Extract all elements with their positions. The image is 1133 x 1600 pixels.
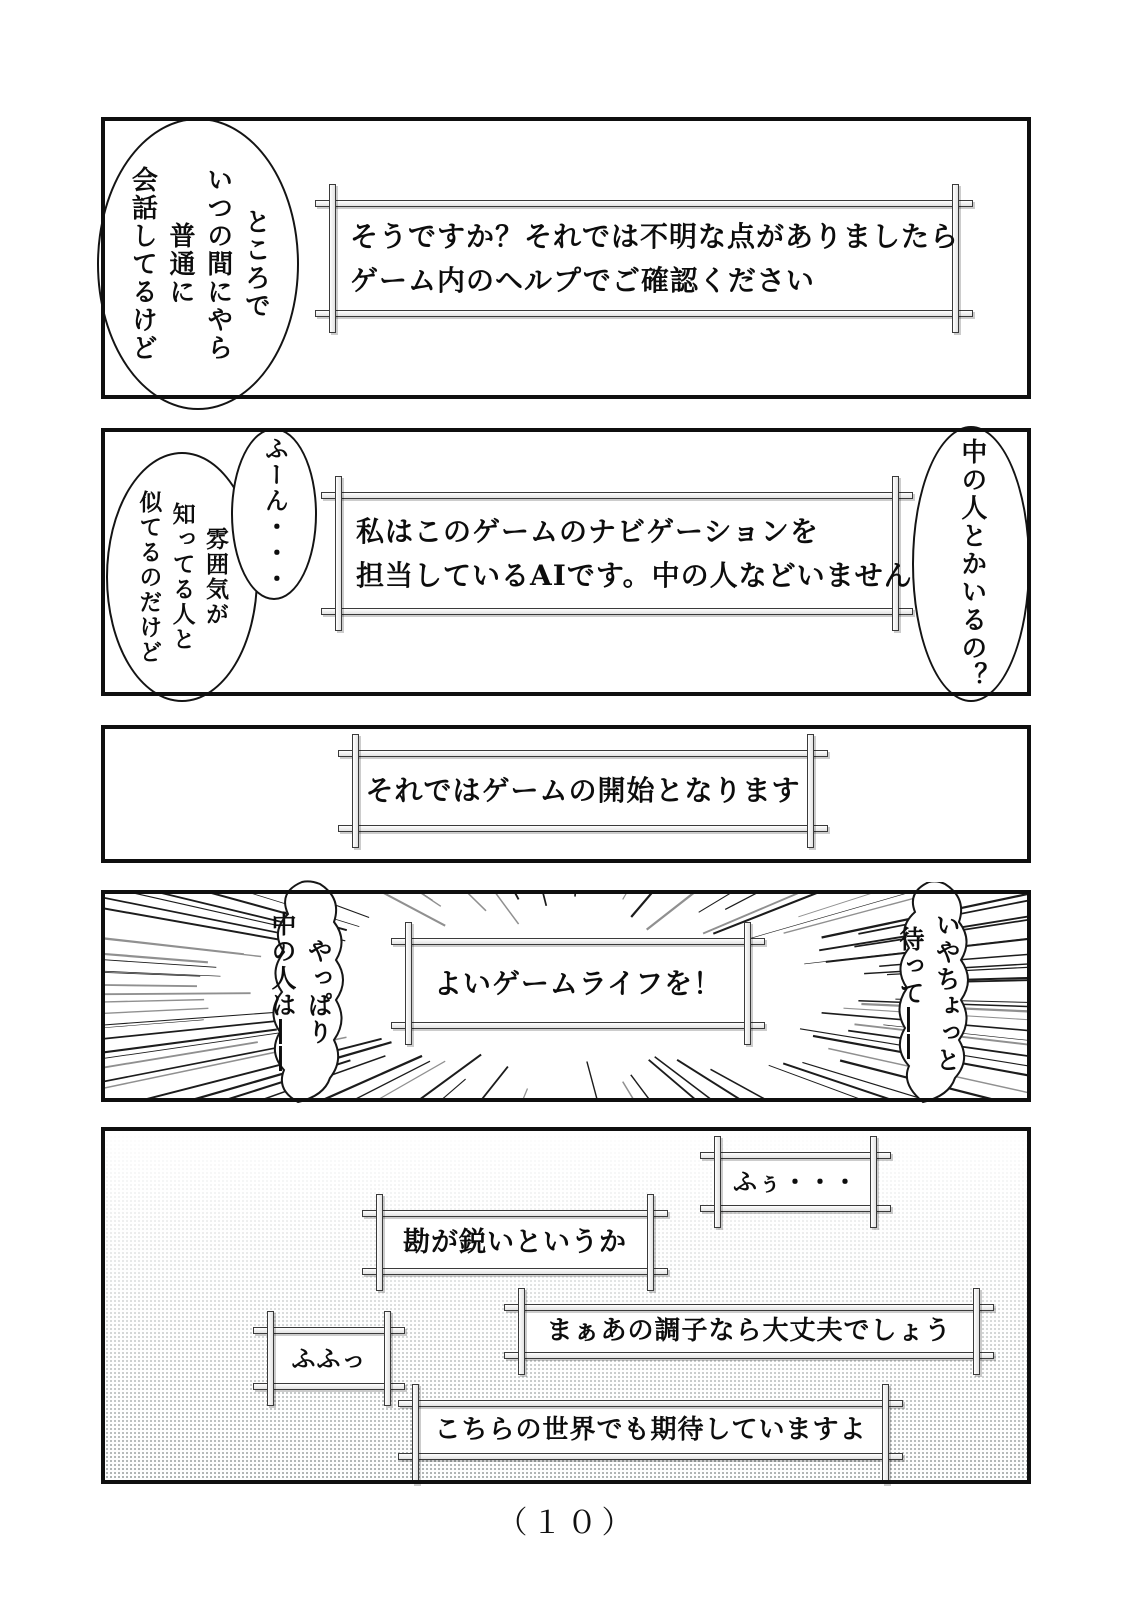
- telop-line: こちらの世界でも期待していますよ: [434, 1414, 867, 1445]
- telop-box-start: [352, 750, 814, 832]
- bubble-line: いつの間にやら: [202, 166, 233, 362]
- telop-bar: [398, 1400, 903, 1407]
- shout-bubble-right: [859, 882, 997, 1104]
- telop-bar: [700, 1152, 891, 1159]
- telop-bar: [376, 1194, 383, 1291]
- telop-bar: [315, 200, 973, 207]
- panel-4: [101, 890, 1031, 1102]
- telop-line: それではゲームの開始となります: [365, 774, 801, 808]
- telop-text: [525, 1311, 973, 1352]
- telop-box-sharp: [376, 1210, 654, 1275]
- telop-bar: [398, 1453, 903, 1460]
- telop-box-sigh: [714, 1152, 877, 1212]
- telop-bar: [870, 1136, 877, 1228]
- speech-bubble-aside: [97, 118, 299, 410]
- telop-bar: [807, 734, 814, 848]
- bubble-line: 中の人とかいるの？: [956, 438, 987, 690]
- telop-bar: [267, 1311, 274, 1406]
- telop-bar: [384, 1311, 391, 1406]
- speech-bubble-question: [912, 426, 1030, 702]
- bubble-line: 普通に: [165, 222, 195, 306]
- telop-line: ふふっ: [291, 1343, 367, 1373]
- telop-text: [412, 945, 744, 1022]
- telop-bar: [391, 938, 765, 945]
- telop-bar: [362, 1268, 668, 1275]
- telop-line: そうですか？それでは不明な点がありましたら: [350, 220, 960, 254]
- telop-box-fine: [518, 1304, 980, 1359]
- telop-bar: [253, 1327, 405, 1334]
- page-number: （１０）: [496, 1505, 637, 1540]
- telop-box-expect: [412, 1400, 889, 1460]
- telop-bar: [882, 1384, 889, 1484]
- telop-bar: [338, 825, 828, 832]
- telop-bar: [714, 1136, 721, 1228]
- telop-text: [359, 757, 807, 825]
- telop-bar: [321, 492, 913, 499]
- bubble-line: ところで: [240, 208, 271, 320]
- bubble-line: ふーん・・・: [260, 436, 290, 592]
- telop-line: 担当しているAIです。中の人などいません: [356, 558, 913, 592]
- bubble-line: 知ってる人と: [168, 502, 196, 652]
- telop-line: ふぅ・・・: [733, 1167, 858, 1197]
- telop-box-goodlife: [405, 938, 751, 1029]
- telop-text: [383, 1217, 647, 1268]
- bubble-line: 会話してるけど: [127, 166, 158, 362]
- bubble-line: いやちょっと: [932, 912, 962, 1074]
- bubble-line: 雰囲気が: [202, 527, 230, 627]
- bubble-text: [952, 438, 990, 690]
- panel-5: [101, 1127, 1031, 1484]
- bubble-text-wrap: [859, 882, 997, 1104]
- telop-box-ai: [335, 492, 913, 615]
- bubble-text: [123, 166, 274, 362]
- telop-bar: [362, 1210, 668, 1217]
- panel-1: [101, 117, 1031, 399]
- telop-bar: [253, 1383, 405, 1390]
- bubble-line: 中の人は――: [268, 911, 297, 1073]
- telop-line: よいゲームライフを！: [433, 966, 723, 1000]
- telop-bar: [329, 184, 336, 333]
- speech-bubble-hmm: [231, 428, 317, 600]
- bubble-text-wrap: [236, 880, 364, 1104]
- telop-bar: [315, 310, 973, 317]
- bubble-text: [264, 911, 337, 1073]
- telop-text: [721, 1159, 870, 1205]
- telop-line: まぁあの調子なら大丈夫でしょう: [546, 1316, 952, 1347]
- telop-bar: [391, 1022, 765, 1029]
- panel-2: [101, 428, 1031, 696]
- telop-bar: [338, 750, 828, 757]
- bubble-line: やっぱり: [304, 938, 334, 1046]
- bubble-text: [892, 912, 965, 1074]
- telop-bar: [744, 922, 751, 1045]
- bubble-line: 似てるのだけど: [135, 489, 163, 665]
- telop-box-help: [329, 200, 959, 317]
- panel-3: [101, 725, 1031, 863]
- telop-bar: [352, 734, 359, 848]
- telop-text: [336, 207, 960, 310]
- bubble-text: [132, 490, 232, 665]
- telop-line: ゲーム内のヘルプでご確認ください: [350, 263, 815, 297]
- telop-bar: [504, 1352, 994, 1359]
- telop-text: [274, 1334, 384, 1383]
- shout-bubble-left: [236, 880, 364, 1104]
- telop-bar: [405, 922, 412, 1045]
- telop-line: 勘が鋭いというか: [403, 1226, 627, 1258]
- telop-bar: [518, 1288, 525, 1375]
- telop-bar: [335, 476, 342, 631]
- telop-bar: [973, 1288, 980, 1375]
- telop-bar: [952, 184, 959, 333]
- telop-line: 私はこのゲームのナビゲーションを: [356, 515, 819, 549]
- bubble-line: 待って――: [896, 925, 925, 1061]
- telop-bar: [647, 1194, 654, 1291]
- bubble-text: [257, 436, 292, 592]
- telop-bar: [700, 1205, 891, 1212]
- telop-box-laugh: [267, 1327, 391, 1390]
- telop-bar: [412, 1384, 419, 1484]
- telop-bar: [321, 608, 913, 615]
- telop-text: [342, 499, 913, 608]
- telop-bar: [504, 1304, 994, 1311]
- telop-text: [419, 1407, 882, 1453]
